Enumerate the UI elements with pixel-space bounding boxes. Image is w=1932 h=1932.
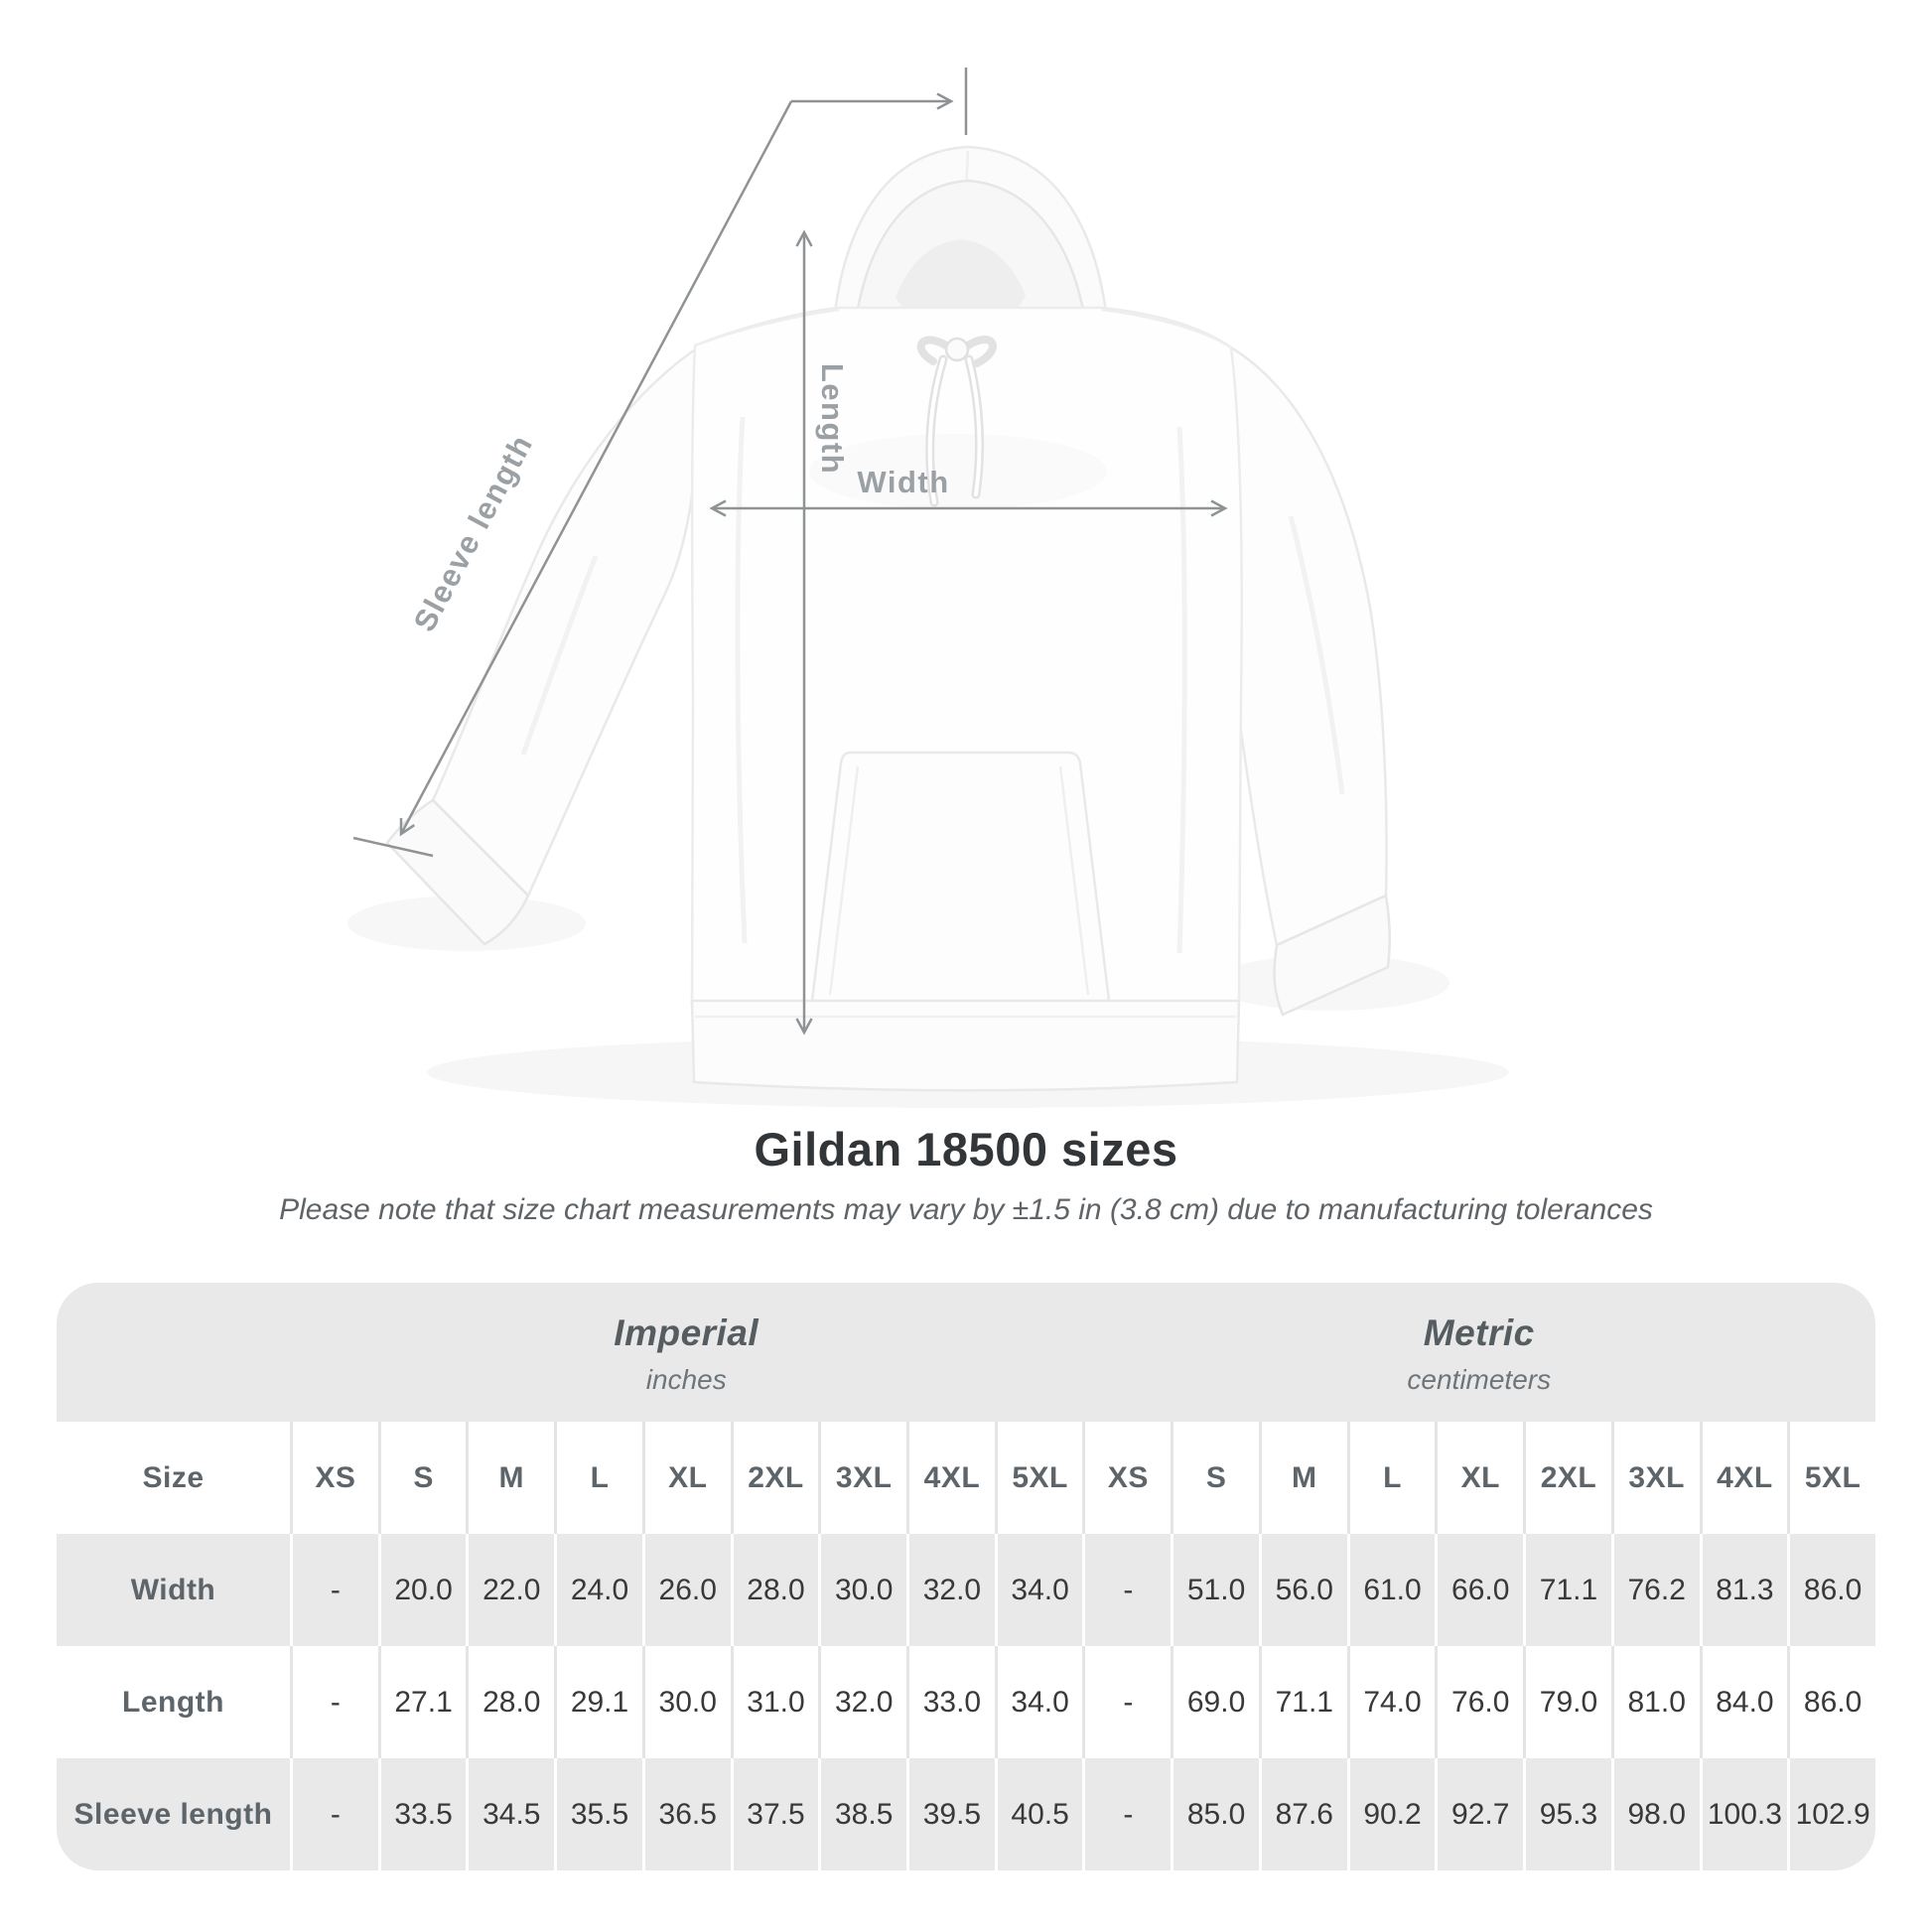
- table-cell-imperial: 39.5: [906, 1758, 995, 1870]
- table-cell-imperial: 32.0: [906, 1534, 995, 1646]
- column-header-metric: M: [1259, 1422, 1347, 1534]
- table-cell-imperial: 30.0: [642, 1646, 731, 1758]
- column-header-imperial: 4XL: [906, 1422, 995, 1534]
- table-cell-imperial: 26.0: [642, 1534, 731, 1646]
- table-cell-metric: 56.0: [1259, 1534, 1347, 1646]
- column-header-imperial: 5XL: [995, 1422, 1083, 1534]
- table-cell-imperial: 28.0: [466, 1646, 554, 1758]
- table-cell-imperial: -: [290, 1646, 378, 1758]
- hem-band: [692, 1001, 1239, 1090]
- table-cell-imperial: 22.0: [466, 1534, 554, 1646]
- column-header-size: Size: [57, 1422, 290, 1534]
- table-cell-metric: -: [1082, 1646, 1171, 1758]
- table-cell-metric: 100.3: [1700, 1758, 1788, 1870]
- table-cell-metric: 79.0: [1523, 1646, 1611, 1758]
- band-corner-spacer: [57, 1283, 290, 1422]
- table-cell-imperial: 27.1: [378, 1646, 467, 1758]
- column-header-metric: 3XL: [1611, 1422, 1700, 1534]
- column-header-imperial: S: [378, 1422, 467, 1534]
- column-header-imperial: L: [554, 1422, 642, 1534]
- table-cell-imperial: -: [290, 1534, 378, 1646]
- table-cell-metric: 66.0: [1435, 1534, 1523, 1646]
- table-cell-imperial: 33.0: [906, 1646, 995, 1758]
- table-cell-metric: 102.9: [1787, 1758, 1875, 1870]
- column-header-metric: XS: [1082, 1422, 1171, 1534]
- table-cell-metric: 71.1: [1259, 1646, 1347, 1758]
- table-cell-metric: 92.7: [1435, 1758, 1523, 1870]
- table-cell-imperial: 20.0: [378, 1534, 467, 1646]
- unit-header-band: [57, 1283, 1875, 1422]
- table-cell-metric: 71.1: [1523, 1534, 1611, 1646]
- size-grid: [57, 1422, 1875, 1870]
- sleeve-length-label: Sleeve length: [406, 428, 540, 637]
- table-cell-metric: 51.0: [1171, 1534, 1259, 1646]
- table-cell-imperial: 34.5: [466, 1758, 554, 1870]
- table-cell-metric: 98.0: [1611, 1758, 1700, 1870]
- length-label: Length: [815, 362, 850, 476]
- imperial-unit-label: inches: [645, 1364, 727, 1395]
- table-cell-metric: 81.0: [1611, 1646, 1700, 1758]
- row-label: Length: [57, 1646, 290, 1758]
- row-label: Width: [57, 1534, 290, 1646]
- table-cell-metric: 87.6: [1259, 1758, 1347, 1870]
- table-cell-imperial: 24.0: [554, 1534, 642, 1646]
- column-header-metric: 5XL: [1787, 1422, 1875, 1534]
- table-cell-imperial: 37.5: [731, 1758, 819, 1870]
- column-header-imperial: XS: [290, 1422, 378, 1534]
- page-title: Gildan 18500 sizes: [754, 1123, 1178, 1175]
- table-cell-imperial: 32.0: [818, 1646, 906, 1758]
- table-cell-metric: 84.0: [1700, 1646, 1788, 1758]
- table-cell-metric: -: [1082, 1534, 1171, 1646]
- table-cell-metric: 95.3: [1523, 1758, 1611, 1870]
- table-cell-imperial: 34.0: [995, 1646, 1083, 1758]
- table-cell-imperial: 28.0: [731, 1534, 819, 1646]
- table-cell-imperial: 40.5: [995, 1758, 1083, 1870]
- column-header-imperial: M: [466, 1422, 554, 1534]
- column-header-metric: S: [1171, 1422, 1259, 1534]
- kangaroo-pocket: [812, 753, 1109, 1001]
- table-cell-metric: -: [1082, 1758, 1171, 1870]
- table-cell-imperial: 36.5: [642, 1758, 731, 1870]
- table-cell-metric: 61.0: [1347, 1534, 1436, 1646]
- row-label: Sleeve length: [57, 1758, 290, 1870]
- table-cell-imperial: 30.0: [818, 1534, 906, 1646]
- column-header-metric: 2XL: [1523, 1422, 1611, 1534]
- column-header-imperial: XL: [642, 1422, 731, 1534]
- metric-unit-group: [1083, 1283, 1876, 1422]
- metric-label: Metric: [1423, 1312, 1535, 1353]
- imperial-unit-group: [290, 1283, 1083, 1422]
- table-cell-metric: 86.0: [1787, 1646, 1875, 1758]
- tolerance-note: Please note that size chart measurements may vary by ±1.5 in (3.8 cm) due to manufacturing tolerances: [279, 1193, 1653, 1226]
- column-header-metric: XL: [1435, 1422, 1523, 1534]
- table-cell-metric: 69.0: [1171, 1646, 1259, 1758]
- metric-unit-label: centimeters: [1407, 1364, 1552, 1395]
- table-cell-imperial: -: [290, 1758, 378, 1870]
- column-header-imperial: 2XL: [731, 1422, 819, 1534]
- table-cell-metric: 90.2: [1347, 1758, 1436, 1870]
- table-cell-metric: 85.0: [1171, 1758, 1259, 1870]
- table-cell-metric: 74.0: [1347, 1646, 1436, 1758]
- table-cell-metric: 86.0: [1787, 1534, 1875, 1646]
- table-cell-metric: 76.0: [1435, 1646, 1523, 1758]
- width-label: Width: [857, 465, 950, 499]
- table-cell-imperial: 29.1: [554, 1646, 642, 1758]
- column-header-imperial: 3XL: [818, 1422, 906, 1534]
- column-header-metric: 4XL: [1700, 1422, 1788, 1534]
- table-cell-imperial: 33.5: [378, 1758, 467, 1870]
- imperial-label: Imperial: [614, 1312, 759, 1353]
- column-header-metric: L: [1347, 1422, 1436, 1534]
- left-sleeve: [387, 345, 701, 944]
- table-cell-metric: 81.3: [1700, 1534, 1788, 1646]
- size-chart-table: [57, 1283, 1875, 1870]
- table-cell-imperial: 31.0: [731, 1646, 819, 1758]
- table-cell-metric: 76.2: [1611, 1534, 1700, 1646]
- table-cell-imperial: 35.5: [554, 1758, 642, 1870]
- table-cell-imperial: 38.5: [818, 1758, 906, 1870]
- table-cell-imperial: 34.0: [995, 1534, 1083, 1646]
